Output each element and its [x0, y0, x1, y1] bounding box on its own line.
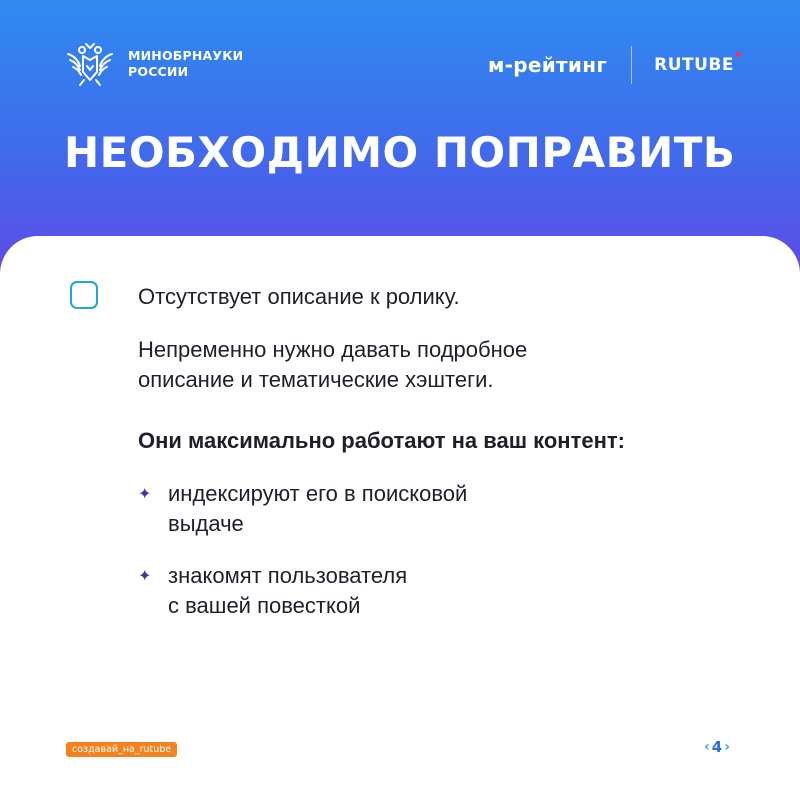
rutube-dot — [736, 52, 741, 57]
list-item-line1: знакомят пользователя — [168, 563, 408, 588]
checkbox-icon — [70, 281, 98, 309]
list-item-text — [168, 479, 588, 539]
logo-divider — [631, 46, 632, 84]
header — [0, 0, 800, 230]
partner-logos — [488, 45, 734, 85]
chevron-right-icon[interactable]: › — [724, 739, 730, 755]
page-title: НЕОБХОДИМО ПОПРАВИТЬ — [64, 128, 736, 177]
four-point-star-icon: ✦ — [138, 484, 152, 503]
list-item — [138, 479, 588, 539]
list-item-text — [168, 561, 588, 621]
hashtag-badge: создавай_на_rutube — [66, 742, 177, 757]
page-indicator — [702, 738, 732, 756]
list-item-line2: выдаче — [168, 511, 244, 536]
ministry-line2: РОССИИ — [128, 64, 189, 79]
page-number: 4 — [711, 738, 723, 756]
list-item-line2: с вашей повесткой — [168, 593, 361, 618]
list-item — [138, 561, 588, 621]
ministry-logo — [64, 40, 243, 88]
four-point-star-icon: ✦ — [138, 566, 152, 585]
bold-statement: Они максимально работают на ваш контент: — [138, 428, 625, 453]
double-headed-eagle-icon — [64, 40, 116, 88]
list-item-line1: индексируют его в поисковой — [168, 481, 468, 506]
ministry-line1: МИНОБРНАУКИ — [128, 48, 244, 63]
rutube-logo — [654, 55, 734, 75]
ministry-name — [128, 48, 243, 80]
rutube-logo-text: RUTUBE — [654, 55, 734, 75]
paragraph-line1: Непременно нужно давать подробное — [138, 337, 528, 362]
chevron-left-icon[interactable]: ‹ — [704, 739, 710, 755]
m-rating-logo: м-рейтинг — [488, 53, 608, 77]
headline: Отсутствует описание к ролику. — [138, 284, 460, 309]
description-paragraph — [138, 335, 678, 395]
paragraph-line2: описание и тематические хэштеги. — [138, 367, 494, 392]
